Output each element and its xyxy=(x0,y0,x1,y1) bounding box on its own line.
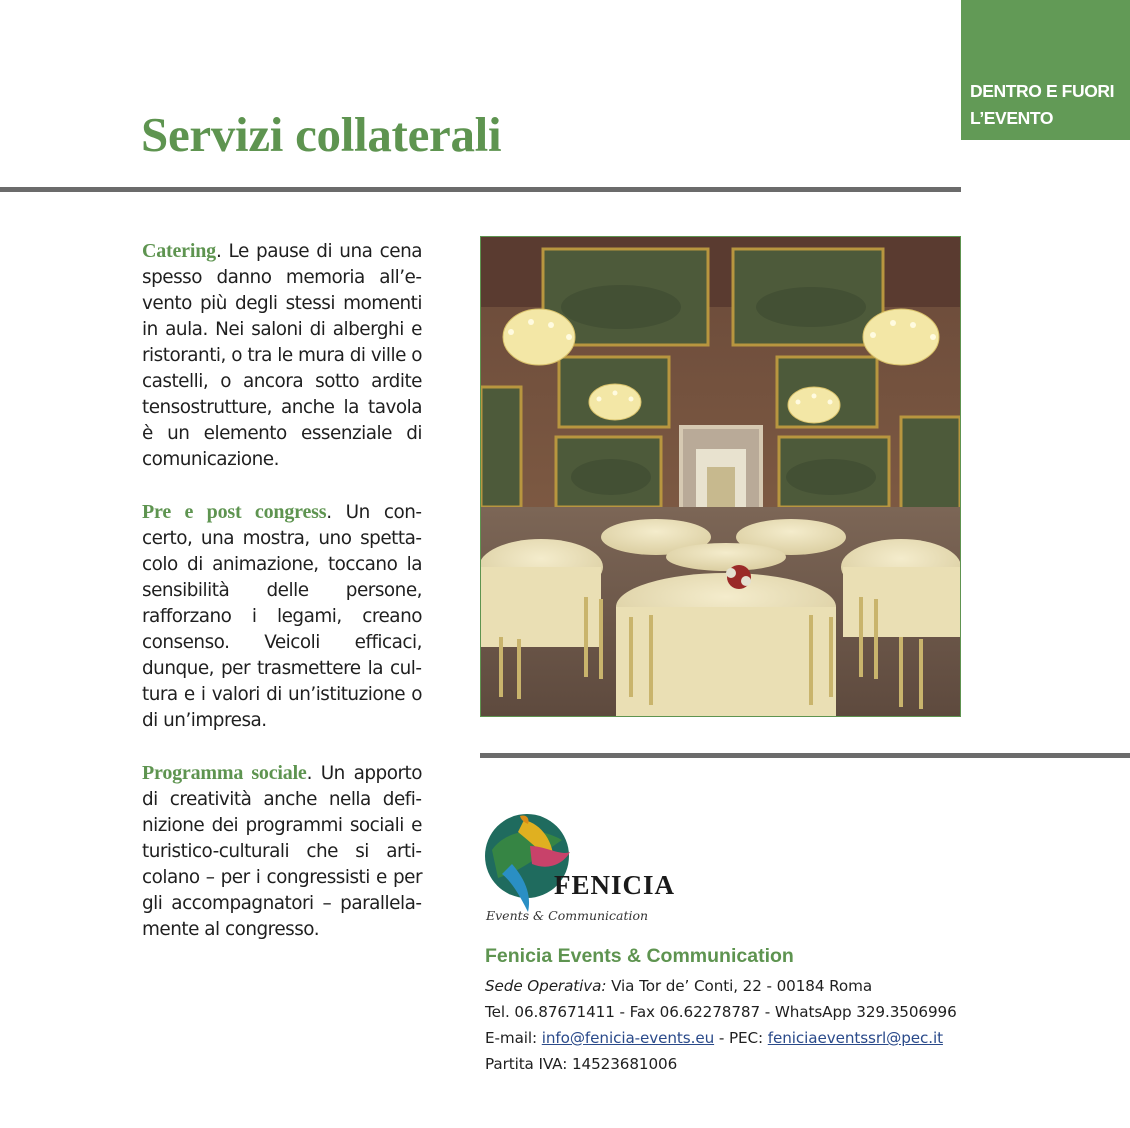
paragraph-lead: Programma sociale xyxy=(142,762,307,784)
paragraph-text: . Le pause di una cena spesso danno memoria all’evento più degli stessi momenti in aula. Nei saloni di alberghi e ristoranti, o tra le mura di ville o castelli, o ancora sotto ardite tensostrutture, anche la tavola è un elemento essenziale di comunicazione. xyxy=(142,241,422,470)
address: Via Tor de’ Conti, 22 - 00184 Roma xyxy=(606,977,873,995)
paragraph-lead: Catering xyxy=(142,240,216,262)
section-tag-line1: DENTRO E FUORI xyxy=(970,81,1115,101)
vat-line: Partita IVA: 14523681006 xyxy=(485,1055,678,1073)
email-label: E-mail: xyxy=(485,1029,542,1047)
contact-info xyxy=(485,973,1045,1077)
body-text-column xyxy=(142,238,422,943)
pec-link[interactable]: feniciaeventssrl@pec.it xyxy=(767,1029,943,1047)
image-divider xyxy=(480,753,1130,758)
paragraph-text: . Un apporto di creatività anche nella definizione dei programmi sociali e turistico-culturali che si articolano – per i congressisti e per gli accompagnatori – parallelamente al congresso. xyxy=(142,763,422,940)
logo-tagline: Events & Communication xyxy=(486,908,649,923)
email-link[interactable]: info@fenicia-events.eu xyxy=(541,1029,715,1047)
logo-name: FENICIA xyxy=(554,870,676,900)
paragraph-catering xyxy=(142,238,422,473)
banquet-hall-photo xyxy=(480,236,961,717)
fenicia-logo xyxy=(484,812,684,932)
paragraph-pre-post-congress xyxy=(142,499,422,734)
phone-line: Tel. 06.87671411 - Fax 06.62278787 - WhatsApp 329.3506996 xyxy=(485,1003,957,1021)
address-label: Sede Operativa: xyxy=(485,977,607,995)
title-divider xyxy=(0,187,961,192)
paragraph-lead: Pre e post congress xyxy=(142,501,327,523)
pec-label: - PEC: xyxy=(714,1029,768,1047)
page-title: Servizi collaterali xyxy=(141,107,502,162)
email-line xyxy=(485,1025,1045,1051)
paragraph-programma-sociale xyxy=(142,760,422,943)
section-tag xyxy=(970,78,1128,132)
section-tag-line2: L’EVENTO xyxy=(970,108,1054,128)
address-line xyxy=(485,973,1045,999)
company-name: Fenicia Events & Communication xyxy=(485,945,794,967)
paragraph-text: . Un concerto, una mostra, uno spettacolo di animazione, toccano la sensibilità delle persone, rafforzano i legami, creano consenso. Veicoli efficaci, dunque, per trasmettere la cultura e i valori di un’istituzione o di un’impresa. xyxy=(142,502,422,731)
